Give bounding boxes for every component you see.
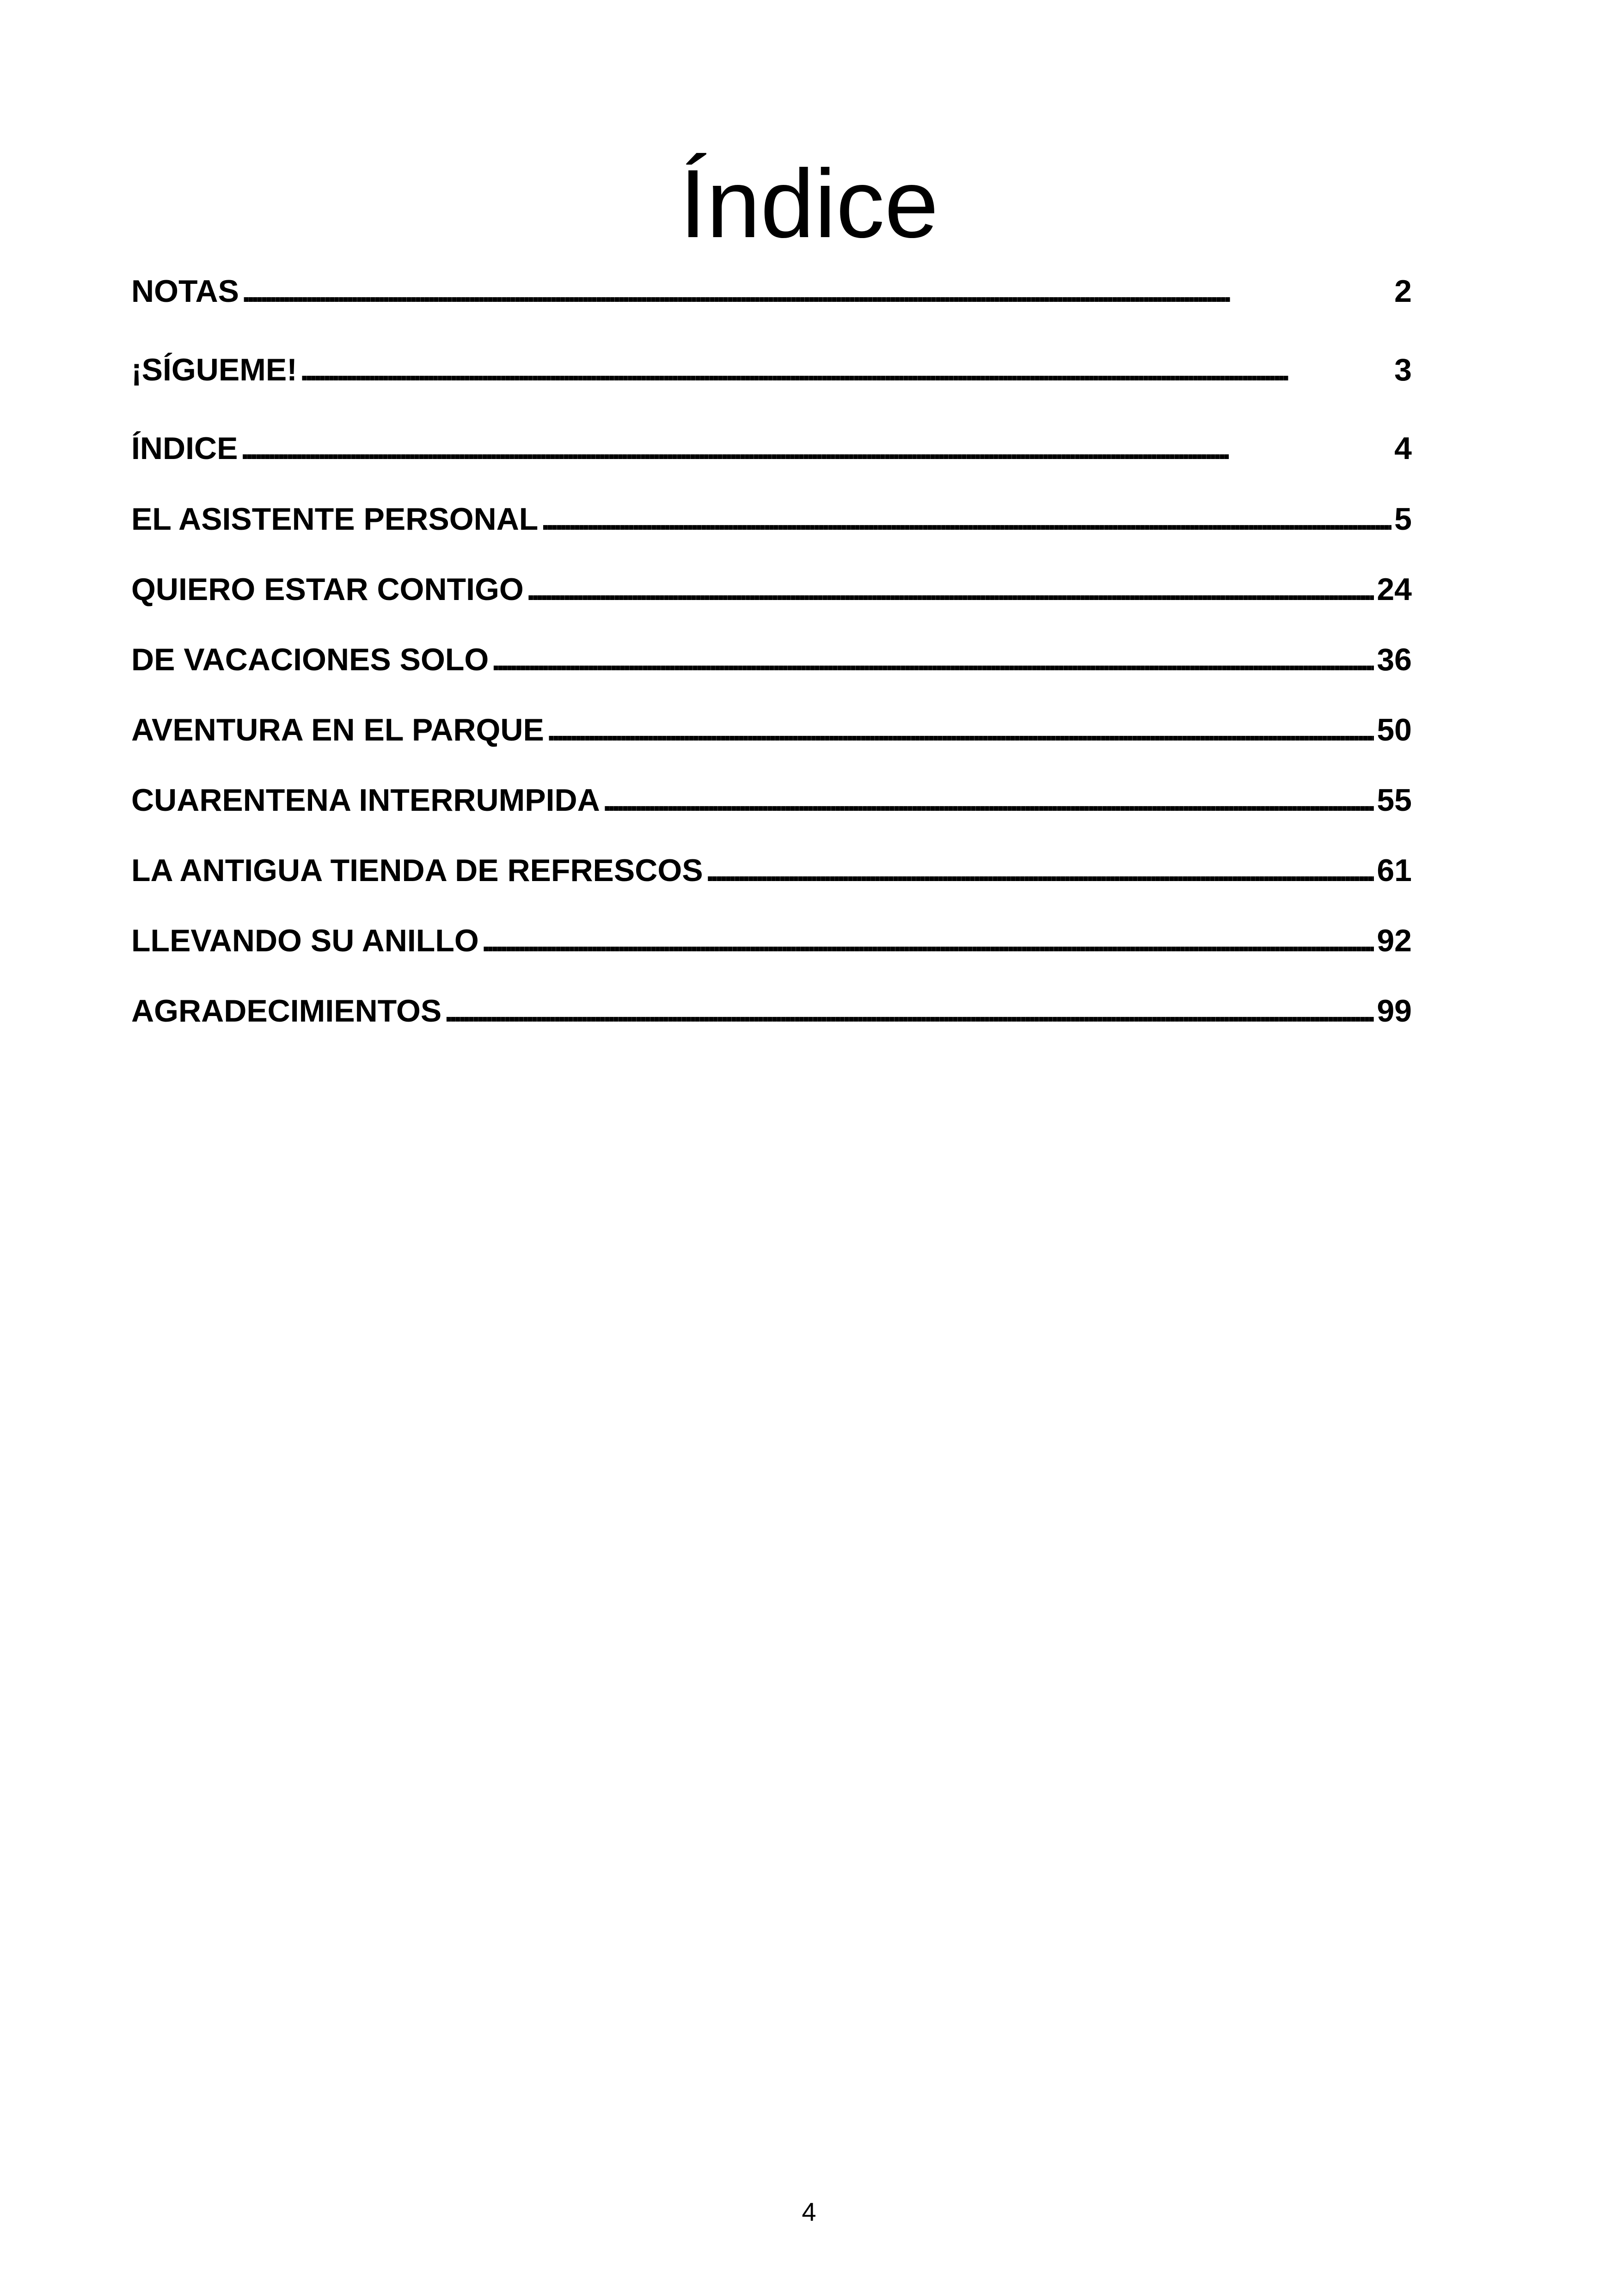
- toc-entry-page-number: 3: [1394, 352, 1412, 387]
- toc-dot-leader: [444, 990, 1374, 1032]
- toc-dot-leader: [491, 639, 1374, 680]
- toc-entry-page-number: 50: [1377, 712, 1412, 747]
- toc-entry-page-number: 4: [1394, 431, 1412, 466]
- toc-entry-page-number: 99: [1377, 993, 1412, 1029]
- page-number: 4: [802, 2197, 816, 2226]
- toc-entry-cuarentena-interrumpida[interactable]: [131, 779, 1412, 821]
- toc-entry-label: LA ANTIGUA TIENDA DE REFRESCOS: [131, 853, 703, 888]
- toc-entry-indice[interactable]: [131, 428, 1412, 469]
- toc-entry-page-number: 24: [1377, 572, 1412, 607]
- toc-entry-label: CUARENTENA INTERRUMPIDA: [131, 783, 600, 818]
- toc-dot-leader: [706, 850, 1374, 891]
- toc-entry-label: AVENTURA EN EL PARQUE: [131, 712, 544, 747]
- toc-entry-label: DE VACACIONES SOLO: [131, 642, 489, 677]
- toc-entry-label: NOTAS: [131, 274, 239, 309]
- toc-entry-agradecimientos[interactable]: [131, 990, 1412, 1032]
- toc-entry-label: AGRADECIMIENTOS: [131, 993, 442, 1029]
- toc-entry-page-number: 36: [1377, 642, 1412, 677]
- toc-entry-label: EL ASISTENTE PERSONAL: [131, 502, 539, 537]
- toc-entry-page-number: 5: [1394, 502, 1412, 537]
- toc-entry-label: LLEVANDO SU ANILLO: [131, 923, 479, 958]
- toc-entry-page-number: 55: [1377, 783, 1412, 818]
- toc-entry-label: QUIERO ESTAR CONTIGO: [131, 572, 524, 607]
- toc-dot-leader: [240, 428, 1391, 469]
- toc-entry-page-number: 2: [1394, 274, 1412, 309]
- toc-entry-quiero-estar-contigo[interactable]: [131, 569, 1412, 610]
- toc-dot-leader: [541, 498, 1391, 540]
- toc-dot-leader: [300, 349, 1391, 391]
- toc-entry-sigueme[interactable]: [131, 349, 1412, 391]
- toc-dot-leader: [603, 779, 1374, 821]
- toc-entry-page-number: 92: [1377, 923, 1412, 958]
- toc-entry-notas[interactable]: [131, 270, 1412, 312]
- toc-dot-leader: [527, 569, 1374, 610]
- toc-entry-de-vacaciones-solo[interactable]: [131, 639, 1412, 680]
- toc-dot-leader: [482, 920, 1374, 961]
- toc-entry-aventura-en-el-parque[interactable]: [131, 709, 1412, 751]
- toc-entry-la-antigua-tienda-de-refrescos[interactable]: [131, 850, 1412, 891]
- toc-entry-label: ¡SÍGUEME!: [131, 352, 297, 387]
- toc-dot-leader: [547, 709, 1374, 751]
- page-title: Índice: [679, 149, 939, 258]
- toc-entry-llevando-su-anillo[interactable]: [131, 920, 1412, 961]
- toc-entry-page-number: 61: [1377, 853, 1412, 888]
- toc-entry-label: ÍNDICE: [131, 431, 238, 466]
- toc-entry-el-asistente-personal[interactable]: [131, 498, 1412, 540]
- toc-dot-leader: [242, 270, 1391, 312]
